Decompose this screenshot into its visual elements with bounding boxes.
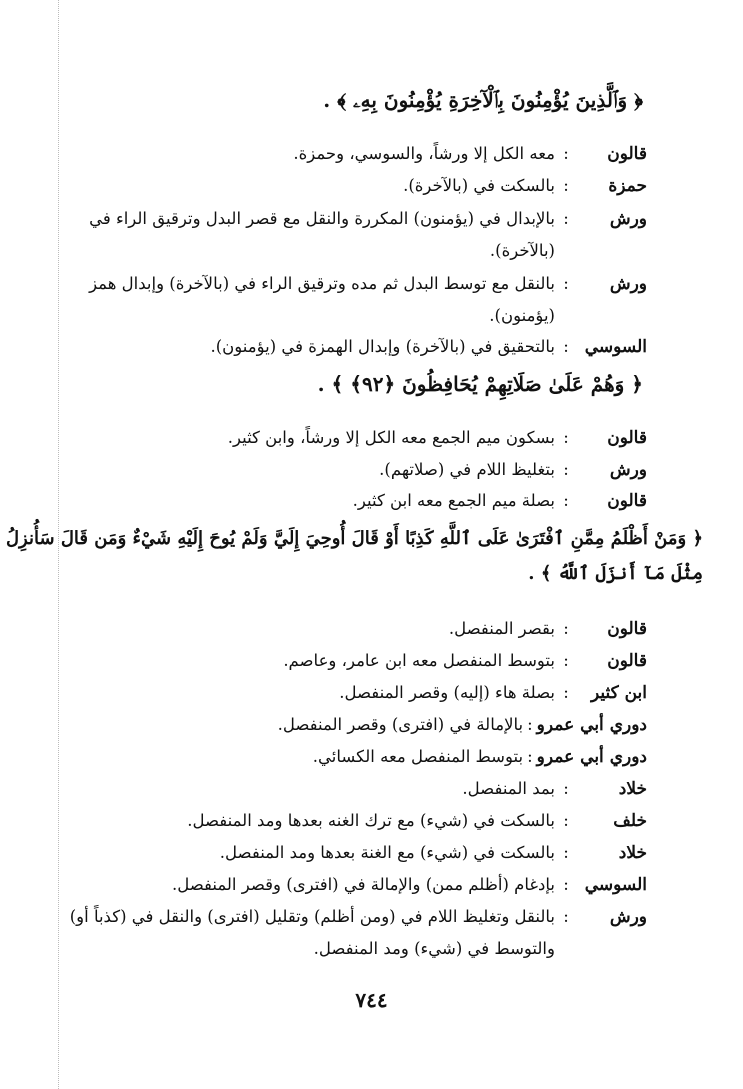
- separator: :: [563, 428, 569, 447]
- reader-name: خلف: [613, 811, 647, 831]
- separator: :: [563, 907, 569, 926]
- reader-name: قالون: [607, 619, 647, 639]
- reading-text: بإدغام (أظلم ممن) والإمالة في (افترى) وقصر المنفصل.: [171, 875, 555, 894]
- reading-text: بتوسط المنفصل معه الكسائي.: [312, 747, 524, 766]
- reader-name: قالون: [607, 651, 647, 671]
- reading-row: [67, 837, 647, 869]
- verse-1: ﴿ وَٱلَّذِينَ يُؤْمِنُونَ بِٱلْآخِرَةِ يُؤْمِنُونَ بِهِۦ ﴾ .: [323, 88, 643, 112]
- reader-name: قالون: [607, 491, 647, 511]
- reading-row: [67, 645, 647, 677]
- separator: :: [527, 747, 533, 766]
- reader-name: قالون: [607, 144, 647, 164]
- reading-text: بالنقل وتغليظ اللام في (ومن أظلم) وتقليل (افترى) والنقل في (كذباً أو) والتوسط في (شيء) ومد المنفصل.: [69, 907, 555, 958]
- separator: :: [527, 715, 533, 734]
- page-number: ٧٤٤: [355, 988, 388, 1012]
- reader-name: حمزة: [608, 176, 647, 196]
- reading-text: بالإبدال في (يؤمنون) المكررة والنقل مع قصر البدل وترقيق الراء في (بالآخرة).: [89, 209, 555, 260]
- reader-name: السوسي: [584, 337, 647, 357]
- reading-text: بالإمالة في (افترى) وقصر المنفصل.: [277, 715, 524, 734]
- reader-name: خلاد: [618, 843, 647, 863]
- reading-text: بصلة هاء (إليه) وقصر المنفصل.: [339, 683, 555, 702]
- reader-name: ورش: [609, 460, 647, 480]
- separator: :: [563, 811, 569, 830]
- reading-row: [67, 709, 647, 741]
- separator: :: [563, 843, 569, 862]
- reading-text: معه الكل إلا ورشاً، والسوسي، وحمزة.: [293, 144, 555, 163]
- separator: :: [563, 491, 569, 510]
- reader-name: خلاد: [618, 779, 647, 799]
- reader-name: دوري أبي عمرو: [536, 747, 647, 767]
- separator: :: [563, 651, 569, 670]
- reading-row: [37, 203, 647, 267]
- reader-name: ورش: [609, 274, 647, 294]
- reader-name: ورش: [609, 907, 647, 927]
- separator: :: [563, 176, 569, 195]
- reading-text: بتوسط المنفصل معه ابن عامر، وعاصم.: [283, 651, 555, 670]
- reading-text: بالنقل مع توسط البدل ثم مده وترقيق الراء في (بالآخرة) وإبدال همز (يؤمنون).: [89, 274, 555, 325]
- separator: :: [563, 779, 569, 798]
- reader-name: دوري أبي عمرو: [536, 715, 647, 735]
- reading-row: [67, 170, 647, 202]
- reading-row: [67, 454, 647, 486]
- reading-text: بمد المنفصل.: [462, 779, 555, 798]
- verse-3-line-1: ﴿ وَمَنْ أَظْلَمُ مِمَّنِ ٱفْتَرَىٰ عَلَى ٱللَّهِ كَذِبًا أَوْ قَالَ أُوحِيَ إِلَيَّ وَلَمْ يُوحَ إِلَيْهِ شَيْءٌ وَمَن قَالَ سَأُنزِلُ: [5, 528, 703, 549]
- reader-name: ابن كثير: [590, 683, 647, 703]
- reading-text: بتغليظ اللام في (صلاتهم).: [379, 460, 555, 479]
- reading-text: بالسكت في (شيء) مع الغنة بعدها ومد المنفصل.: [219, 843, 555, 862]
- reading-row: [67, 773, 647, 805]
- reading-row: [67, 422, 647, 454]
- reading-text: بقصر المنفصل.: [448, 619, 555, 638]
- verse-2: ﴿ وَهُمْ عَلَىٰ صَلَاتِهِمْ يُحَافِظُونَ ﴿٩٢﴾ ﴾ .: [317, 372, 643, 396]
- separator: :: [563, 619, 569, 638]
- separator: :: [563, 460, 569, 479]
- separator: :: [563, 337, 569, 356]
- reader-name: السوسي: [584, 875, 647, 895]
- reading-row: [67, 138, 647, 170]
- reading-row: [37, 268, 647, 332]
- verse-3-line-2: مِثْلَ مَآ أَنزَلَ ٱللَّهُ ﴾ .: [528, 563, 703, 584]
- reader-name: قالون: [607, 428, 647, 448]
- separator: :: [563, 274, 569, 293]
- reading-text: بصلة ميم الجمع معه ابن كثير.: [352, 491, 555, 510]
- separator: :: [563, 209, 569, 228]
- separator: :: [563, 875, 569, 894]
- reading-row: [67, 613, 647, 645]
- separator: :: [563, 683, 569, 702]
- reading-row: [37, 901, 647, 965]
- reading-row: [67, 331, 647, 363]
- separator: :: [563, 144, 569, 163]
- reading-text: بالسكت في (بالآخرة).: [403, 176, 555, 195]
- reading-row: [67, 485, 647, 517]
- reading-row: [67, 741, 647, 773]
- reading-text: بسكون ميم الجمع معه الكل إلا ورشاً، وابن كثير.: [227, 428, 555, 447]
- reading-row: [67, 869, 647, 901]
- reading-text: بالسكت في (شيء) مع ترك الغنه بعدها ومد المنفصل.: [187, 811, 555, 830]
- reader-name: ورش: [609, 209, 647, 229]
- reading-row: [67, 805, 647, 837]
- reading-row: [67, 677, 647, 709]
- reading-text: بالتحقيق في (بالآخرة) وإبدال الهمزة في (يؤمنون).: [210, 337, 555, 356]
